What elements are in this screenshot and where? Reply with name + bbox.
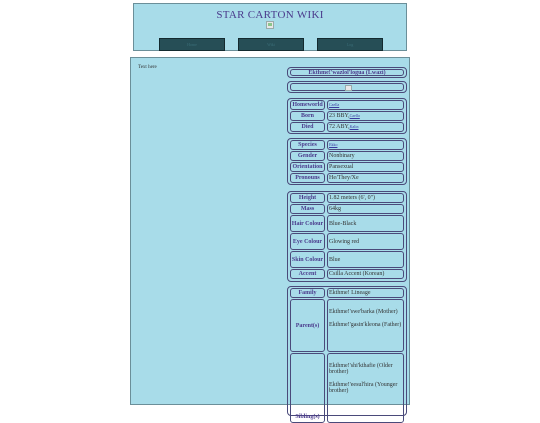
broken-image-icon	[266, 21, 274, 29]
infobox-row-orientation	[289, 162, 405, 172]
row-value: Nonbinary	[327, 151, 404, 161]
row-label: Family	[290, 288, 325, 298]
infobox-row-gender	[289, 151, 405, 161]
row-label: Eye Colour	[290, 233, 325, 250]
row-value	[327, 299, 404, 352]
row-value: 72 ABY, Kalin	[327, 122, 404, 132]
infobox-row-hair-colour	[289, 215, 405, 232]
row-value: 1.82 meters (6', 0")	[327, 193, 404, 203]
row-label: Species	[290, 140, 325, 150]
infobox-row-mass	[289, 204, 405, 214]
infobox-row-siblings	[289, 353, 405, 423]
infobox-row-eye-colour	[289, 233, 405, 250]
infobox-identity-group	[287, 138, 407, 185]
sibling-entry: Ekthme!'eesul'hira (Younger brother)	[329, 382, 398, 394]
infobox-row-died	[289, 122, 405, 132]
infobox-image-frame	[287, 81, 407, 93]
row-label: Sibling(s)	[290, 353, 325, 423]
died-place-link[interactable]: Kalin	[349, 124, 359, 129]
infobox-row-homeworld	[289, 100, 405, 110]
row-value	[327, 140, 404, 150]
parent-entry: Ekthme!'swe'barka (Mother)	[329, 309, 398, 315]
infobox-family-group	[287, 286, 407, 420]
nav-button-wiki[interactable]: Wiki	[238, 38, 304, 51]
infobox-physical-group	[287, 191, 407, 282]
row-value: Pansexual	[327, 162, 404, 172]
row-value: 64kg	[327, 204, 404, 214]
site-header	[133, 3, 407, 51]
row-value: Glowing red	[327, 233, 404, 250]
sibling-entry: Ekthme!'shi'kthafie (Older brother)	[329, 363, 393, 375]
species-link[interactable]: Ekko	[329, 142, 338, 147]
row-label: Pronouns	[290, 173, 325, 183]
row-value	[327, 100, 404, 110]
row-label: Died	[290, 122, 325, 132]
row-label: Hair Colour	[290, 215, 325, 232]
nav-button-home[interactable]: Home	[159, 38, 225, 51]
infobox-title-frame	[287, 67, 407, 78]
article-body-text: Text here	[138, 65, 157, 70]
infobox-row-species	[289, 140, 405, 150]
infobox-row-pronouns	[289, 173, 405, 183]
row-label: Homeworld	[290, 100, 325, 110]
row-label: Mass	[290, 204, 325, 214]
main-content	[130, 57, 410, 420]
row-value: Blue	[327, 251, 404, 268]
infobox-bio-group	[287, 98, 407, 134]
row-value: 23 BBY, Caella	[327, 111, 404, 121]
born-place-link[interactable]: Caella	[349, 113, 360, 118]
parent-entry: Ekthme!'gasin'kleona (Father)	[329, 322, 402, 328]
row-label: Born	[290, 111, 325, 121]
row-label: Accent	[290, 269, 325, 279]
infobox-row-family	[289, 288, 405, 298]
infobox-row-born	[289, 111, 405, 121]
row-label: Skin Colour	[290, 251, 325, 268]
row-value: Blue-Black	[327, 215, 404, 232]
homeworld-link[interactable]: Caella	[329, 102, 340, 107]
row-value	[327, 353, 404, 423]
infobox-title: Ekthme!'wazlol'logua (Lwazi)	[290, 69, 404, 76]
infobox-row-skin-colour	[289, 251, 405, 268]
infobox-row-accent	[289, 269, 405, 279]
row-value: Ekthme! Lineage	[327, 288, 404, 298]
infobox-row-parents	[289, 299, 405, 352]
site-title: STAR CARTON WIKI	[216, 9, 324, 21]
row-value: He/They/Xe	[327, 173, 404, 183]
row-label: Parent(s)	[290, 299, 325, 352]
nav-button-log[interactable]: Log	[317, 38, 383, 51]
row-label: Gender	[290, 151, 325, 161]
row-label: Orientation	[290, 162, 325, 172]
infobox-row-height	[289, 193, 405, 203]
broken-image-icon	[345, 85, 352, 91]
row-value: Csilla Accent (Korean)	[327, 269, 404, 279]
row-label: Height	[290, 193, 325, 203]
